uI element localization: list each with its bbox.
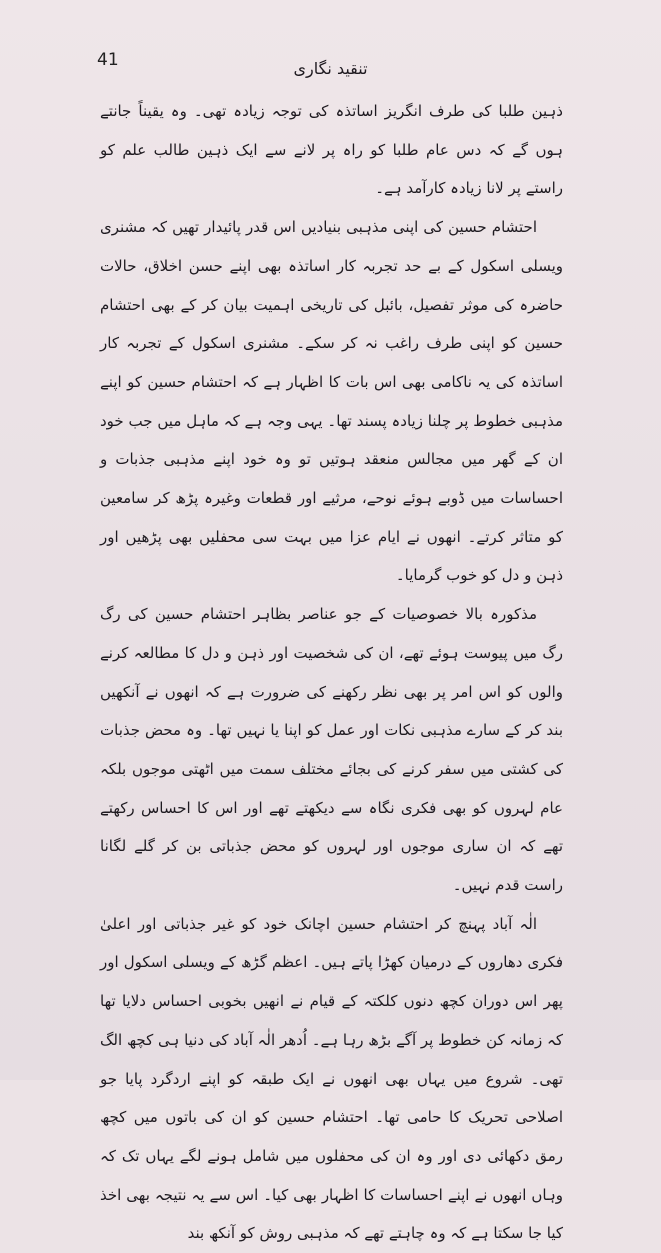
page-number: 41	[97, 50, 119, 70]
running-title: تنقید نگاری	[293, 59, 368, 78]
paragraph-2: احتشام حسین کی اپنی مذہبی بنیادیں اس قدر پائیدار تھیں کہ مشنری ویسلی اسکول کے بے حد تجربہ کار اساتذہ بھی اپنے حسن اخلاق، حالات حاضرہ کی موثر تفصیل، بائبل کی تاریخی اہمیت بیان کر کے بھی احتشام حسین کو اپنی طرف راغب نہ کر سکے۔ مشنری اسکول کے تجربہ کار اساتذہ کی یہ ناکامی بھی اس بات کا اظہار ہے کہ احتشام حسین کو اپنے مذہبی خطوط پر چلنا زیادہ پسند تھا۔ یہی وجہ ہے کہ ماہل میں جب خود ان کے گھر میں مجالس منعقد ہوتیں تو وہ خود اپنے مذہبی جذبات و احساسات میں ڈوبے ہوئے نوحے، مرثیے اور قطعات وغیرہ پڑھ کر سامعین کو متاثر کرتے۔ انھوں نے ایام عزا میں بہت سی محفلیں بھی پڑھیں اور ذہن و دل کو خوب گرمایا۔	[100, 218, 563, 585]
paragraph-1: ذہین طلبا کی طرف انگریز اساتذہ کی توجہ زیادہ تھی۔ وہ یقیناً جانتے ہوں گے کہ دس عام طلبا کو راہ پر لانے سے ایک ذہین طالب علم کو راستے پر لانا زیادہ کارآمد ہے۔	[100, 102, 563, 198]
paragraph-3: مذکورہ بالا خصوصیات کے جو عناصر بظاہر احتشام حسین کی رگ رگ میں پیوست ہوئے تھے، ان کی شخصیت اور ذہن و دل کا مطالعہ کرنے والوں کو اس امر پر بھی نظر رکھنے کی ضرورت ہے کہ انھوں نے آنکھیں بند کر کے سارے مذہبی نکات اور عمل کو اپنا یا نہیں تھا۔ وہ محض جذبات کی کشتی میں سفر کرنے کی بجائے مختلف سمت میں اٹھتی موجوں بلکہ عام لہروں کو بھی فکری نگاہ سے دیکھتے تھے اور اس کا احساس رکھتے تھے کہ ان ساری موجوں اور لہروں کو محض جذباتی بن کر گلے لگانا راست قدم نہیں۔	[100, 605, 563, 895]
paragraph-4: الٰہ آباد پہنچ کر احتشام حسین اچانک خود کو غیر جذباتی اور اعلیٰ فکری دھاروں کے درمیان کھڑا پاتے ہیں۔ اعظم گڑھ کے ویسلی اسکول اور پھر اس دوران کچھ دنوں کلکتہ کے قیام نے انھیں بخوبی احساس دلایا تھا کہ زمانہ کن خطوط پر آگے بڑھ رہا ہے۔ اُدھر الٰہ آباد کی دنیا ہی کچھ الگ تھی۔ شروع میں یہاں بھی انھوں نے ایک طبقہ کو اپنے اردگرد پایا جو اصلاحی تحریک کا حامی تھا۔ احتشام حسین کو ان کی باتوں میں کچھ رمق دکھائی دی اور وہ ان کی محفلوں میں شامل ہونے لگے یہاں تک کہ وہاں انھوں نے اپنے احساسات کا اظہار بھی کیا۔ اس سے یہ نتیجہ بھی اخذ کیا جا سکتا ہے کہ وہ چاہتے تھے کہ مذہبی روش کو آنکھ بند	[100, 914, 563, 1243]
body-text	[100, 92, 563, 1253]
